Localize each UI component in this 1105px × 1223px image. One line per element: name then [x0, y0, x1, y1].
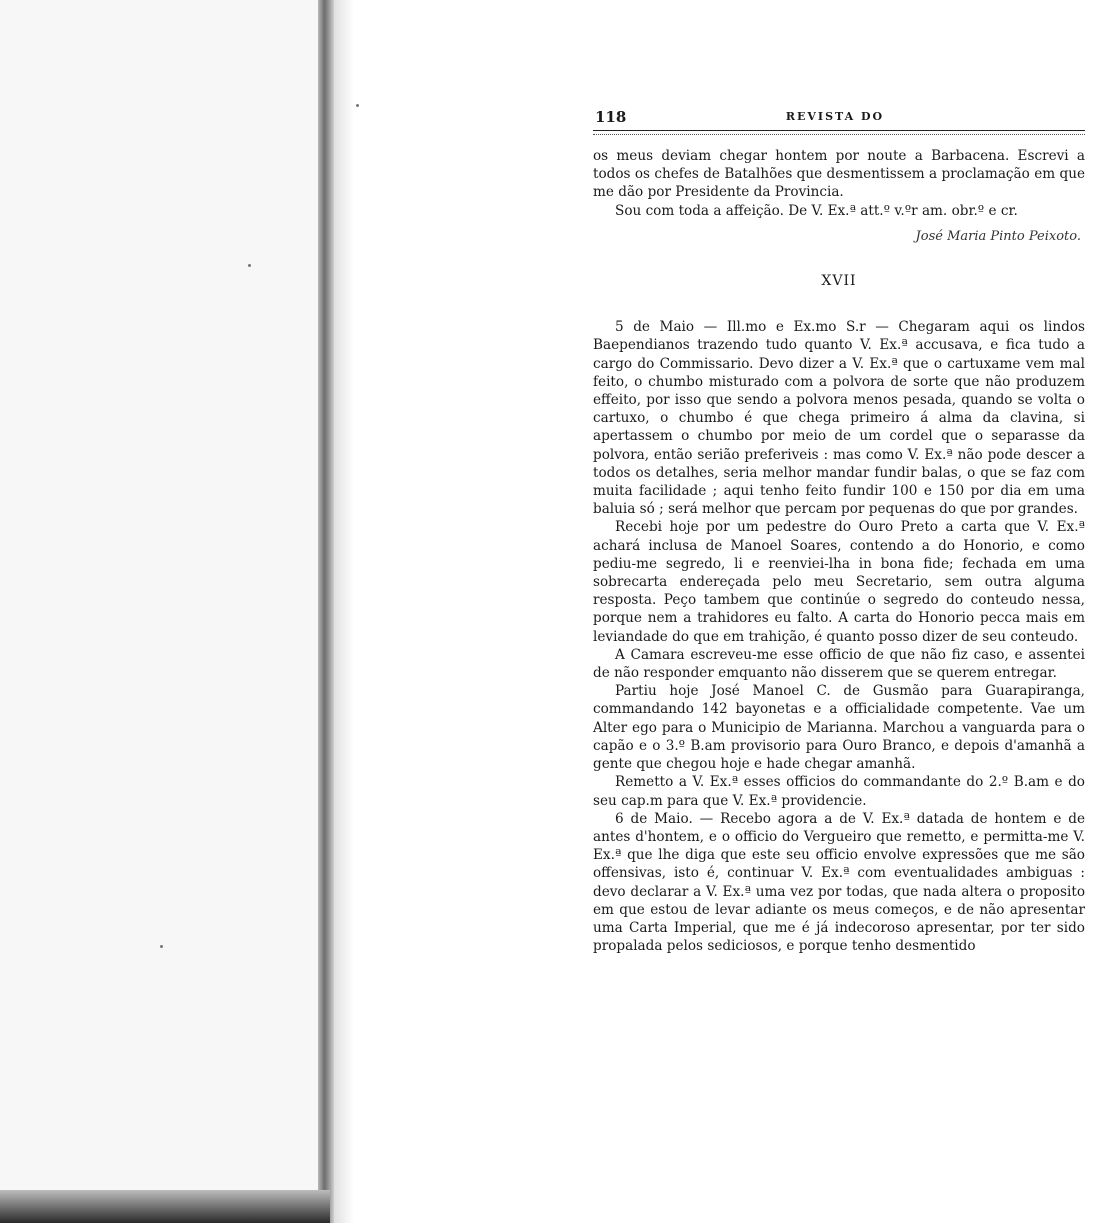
running-head: REVISTA DO — [785, 110, 885, 123]
letter-paragraph: Remetto a V. Ex.ª esses officios do commandante do 2.º B.am e do seu cap.m para que V. Ex.ª providencie. — [593, 774, 1085, 809]
signature: José Maria Pinto Peixoto. — [915, 228, 1081, 244]
paper-speck — [248, 264, 251, 267]
letter-paragraph: Partiu hoje José Manoel C. de Gusmão para Guarapiranga, commandando 142 bayonetas e a officialidade competente. Vae um Alter ego para o Municipio de Marianna. Marchou a vanguarda para o capão e o 3.º B.am provisorio para Ouro Branco, e depois d'amanhã a gente que chegou hoje e hade chegar amanhã. — [593, 683, 1085, 773]
left-page-margin — [0, 0, 330, 1223]
book-spine — [318, 0, 334, 1223]
letter-paragraph: 5 de Maio — Ill.mo e Ex.mo S.r — Chegaram aqui os lindos Baependianos trazendo tudo quanto V. Ex.ª accusava, e fica tudo a cargo do Commissario. Devo dizer a V. Ex.ª que o cartuxame vem mal feito, o chumbo misturado com a polvora de sorte que não produzem effeito, por isso que sendo a polvora menos pesada, quando se volta o cartuxo, o chumbo é que chega primeiro á alma da clavina, si apertassem o chumbo por meio de um cordel que o separasse da polvora, então serião preferiveis : mas como V. Ex.ª não pode descer a todos os detalhes, seria melhor mandar fundir balas, o que se faz com muita facilidade ; aqui tenho feito fundir 100 e 150 por dia em uma baluia só ; será melhor que percam por pequenas do que por grandes. — [593, 319, 1085, 518]
page-number: 118 — [595, 108, 627, 126]
paper-speck — [356, 104, 359, 107]
page-body — [585, 147, 1085, 955]
letter-paragraph: 6 de Maio. — Recebo agora a de V. Ex.ª datada de hontem e de antes d'hontem, e o officio do Vergueiro que remetto, e permitta-me V. Ex.ª que lhe diga que este seu officio envolve expressões que me são offensivas, isto é, continuar V. Ex.ª com eventualidades ambiguas : devo declarar a V. Ex.ª uma vez por todas, que nada altera o proposito em que estou de levar adiante os meus começos, e de não apresentar uma Carta Imperial, que me é já indecoroso apresentar, por ter sido propalada pelos sediciosos, e porque tenho desmentido — [593, 810, 1085, 955]
page-header — [585, 104, 1085, 126]
letter-paragraph: A Camara escreveu-me esse officio de que não fiz caso, e assentei de não responder emquanto não disserem que se querem entregar. — [593, 646, 1085, 682]
letter-paragraph: Recebi hoje por um pedestre do Ouro Preto a carta que V. Ex.ª achará inclusa de Manoel Soares, contendo a do Honorio, e como pediu-me segredo, li e reenviei-lha in bona fide; fechada em uma sobrecarta endereçada pelo meu Secretario, sem outra alguma resposta. Peço tambem que continúe o segredo do conteudo nessa, porque nem a trahidores eu falto. A carta do Honorio pecca mais em leviandade do que em trahição, é quanto posso dizer de seu conteudo. — [593, 519, 1085, 645]
opening-paragraph: os meus deviam chegar hontem por noute a Barbacena. Escrevi a todos os chefes de Batalhões que desmentissem a proclamação em que me dão por Presidente da Provincia. — [593, 148, 1085, 201]
spine-shadow — [334, 0, 354, 1223]
paper-speck — [160, 945, 163, 948]
header-rule — [593, 130, 1085, 135]
closing-salutation: Sou com toda a affeição. De V. Ex.ª att.º v.ºr am. obr.º e cr. — [615, 202, 1018, 219]
section-numeral: XVII — [821, 273, 857, 290]
book-page — [585, 104, 1085, 955]
left-page-bottom-edge — [0, 1190, 330, 1223]
